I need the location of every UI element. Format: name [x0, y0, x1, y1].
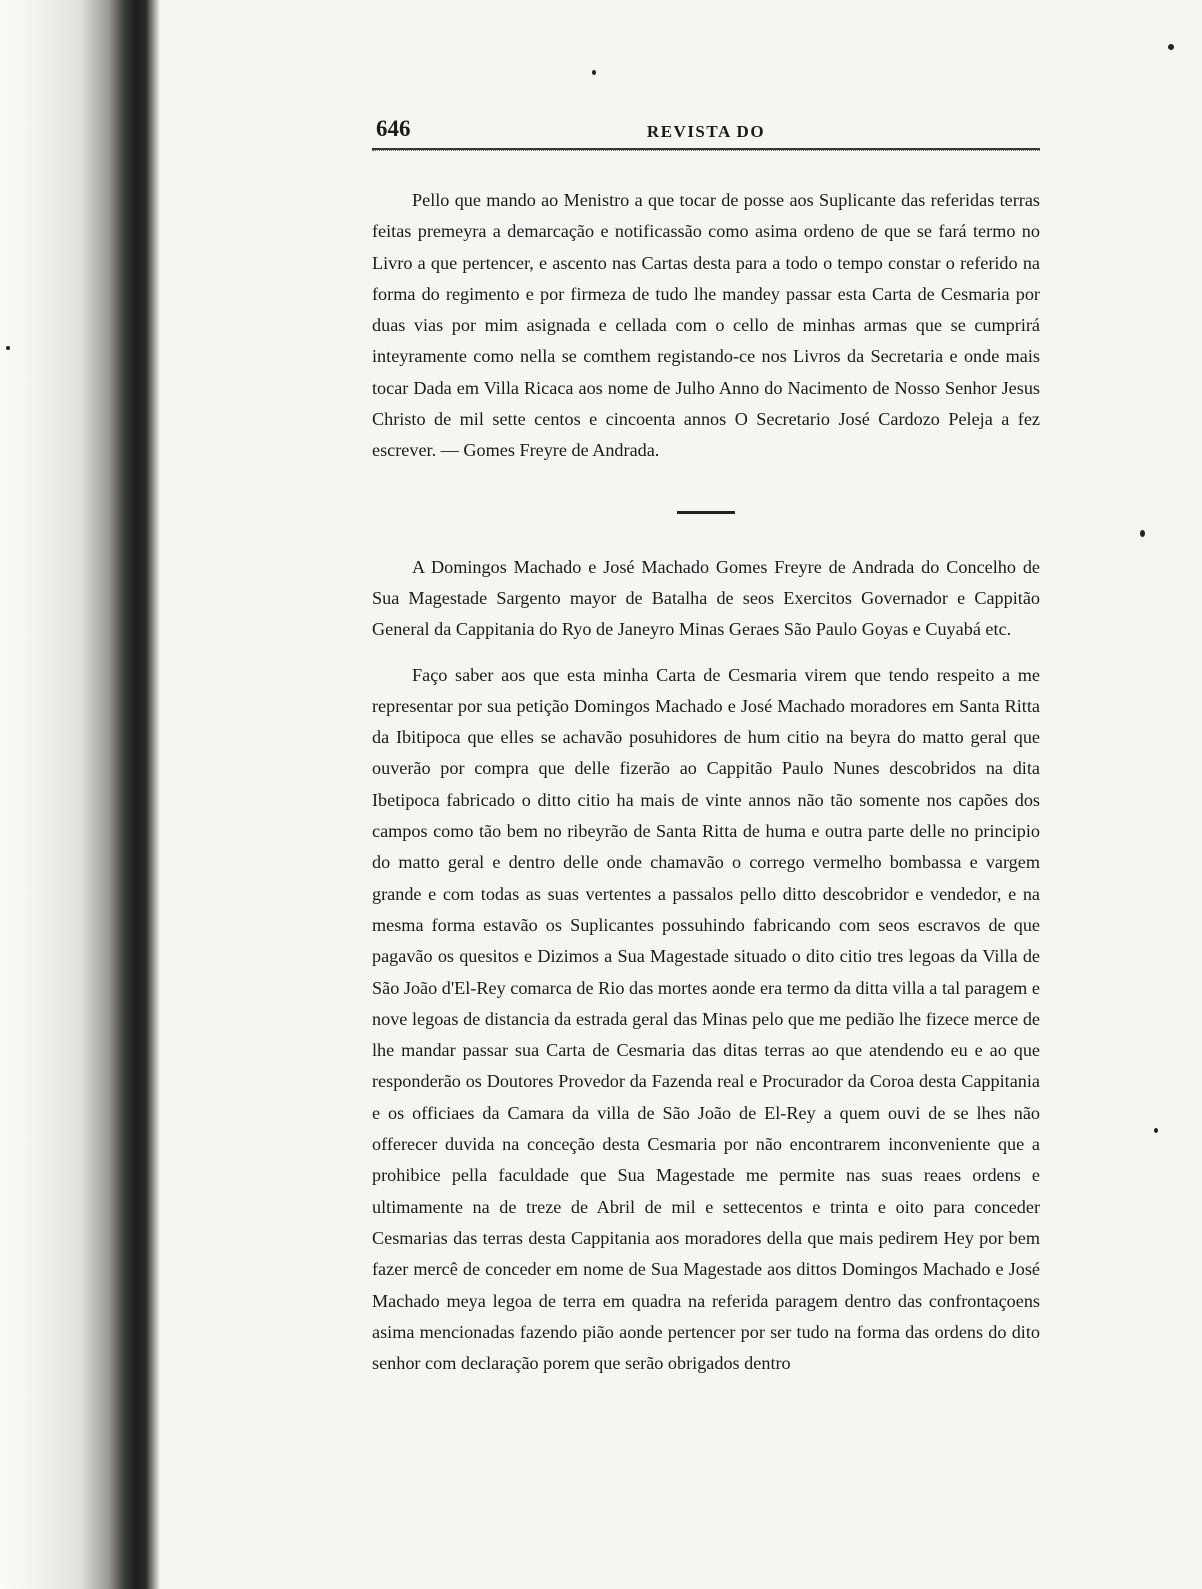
paragraph-closing-carta: Pello que mando ao Menistro a que tocar de posse aos Suplicante das referidas terras feitas premeyra a demarcação e notificassão como asima ordeno de que se fará termo no Livro a que pertencer, e ascento nas Cartas desta para a todo o tempo constar o referido na forma do regimento e por firmeza de tudo lhe mandey passar esta Carta de Cesmaria por duas vias por mim asignada e cellada com o cello de minhas armas que se cumprirá inteyramente como nella se comthem registando-ce nos Livros da Secretaria e onde mais tocar Dada em Villa Ricaca aos nome de Julho Anno do Nacimento de Nosso Senhor Jesus Christo de mil sette centos e cincoenta annos O Secretario José Cardozo Peleja a fez escrever. — Gomes Freyre de Andrada. [372, 190, 1040, 461]
section-divider [677, 511, 735, 514]
running-head [372, 112, 1040, 148]
ink-speck [592, 70, 596, 75]
book-page [372, 112, 1040, 1379]
ink-speck [6, 346, 10, 350]
paragraph-addressee: A Domingos Machado e José Machado Gomes Freyre de Andrada do Concelho de Sua Magestade Sargento mayor de Batalha de seos Exercitos Governador e Cappitão General da Cappitania do Ryo de Janeyro Minas Geraes São Paulo Goyas e Cuyabá etc. [372, 556, 1040, 640]
header-rule [372, 148, 1040, 151]
paragraph-carta-body: Faço saber aos que esta minha Carta de Cesmaria virem que tendo respeito a me representar por sua petição Domingos Machado e José Machado moradores em Santa Ritta da Ibitipoca que elles se achavão posuhidores de hum citio na beyra do matto geral que ouverão por compra que delle fizerão ao Cappitão Paulo Nunes descobridos na dita Ibetipoca fabricado o ditto citio ha mais de vinte annos não tão somente nos capões dos campos como tão bem no ribeyrão de Santa Ritta de huma e outra parte delle no principio do matto geral e dentro delle onde chamavão o corrego vermelho bombassa e vargem grande e com todas as suas vertentes a passalos pello ditto descobridor e vendedor, e na mesma forma estavão os Suplicantes possuhindo fabricando com seos escravos de que pagavão os quesitos e Dizimos a Sua Magestade situado o dito citio tres legoas da Villa de São João d'El-Rey comarca de Rio das mortes aonde era termo da ditta villa a tal paragem e nove legoas de distancia da estrada geral das Minas pelo que me pedião lhe fizece merce de lhe mandar passar sua Carta de Cesmaria das ditas terras ao que atendendo eu e ao que responderão os Doutores Provedor da Fazenda real e Procurador da Coroa desta Cappitania e os officiaes da Camara da villa de São João de El-Rey a quem ouvi de se lhes não offerecer duvida na conceção desta Cesmaria por não encontrarem inconveniente que a prohibice pella faculdade que Sua Magestade me permite nas suas reaes ordens e ultimamente na de treze de Abril de mil e settecentos e trinta e oito para conceder Cesmarias das terras desta Cappitania aos moradores della que mais pedirem Hey por bem fazer mercê de conceder em nome de Sua Magestade aos dittos Domingos Machado e José Machado meya legoa de terra em quadra na referida paragem dentro das confrontaçoens asima mencionadas fazendo pião aonde pertencer por ser tudo na forma das ordens do dito senhor com declaração porem que serão obrigados dentro [372, 664, 1040, 1374]
ink-speck [1154, 1128, 1158, 1133]
journal-title: REVISTA DO [646, 122, 766, 141]
page-number: 646 [376, 116, 411, 141]
ink-speck [1140, 530, 1145, 537]
ink-speck [1168, 44, 1174, 50]
book-binding-shadow [0, 0, 160, 1589]
